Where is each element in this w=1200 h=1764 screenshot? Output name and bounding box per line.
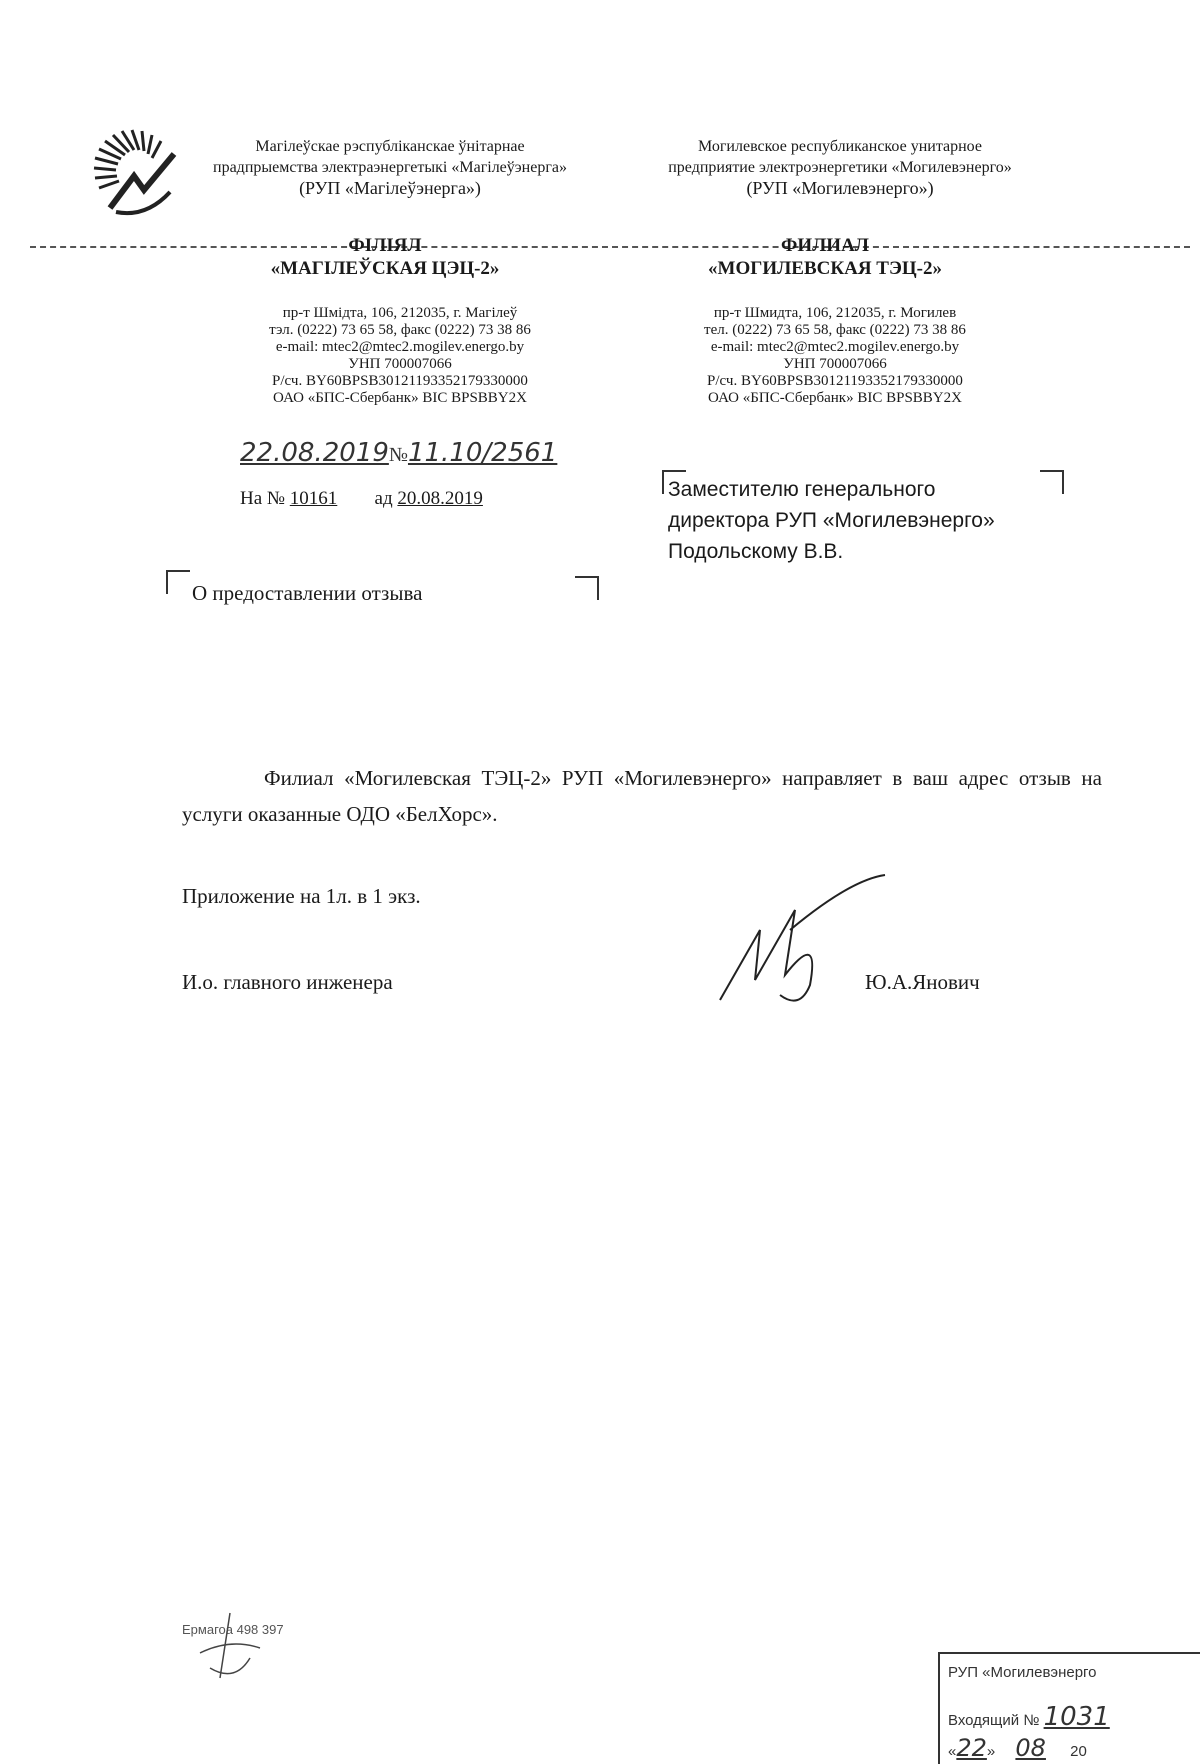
stamp-date-row: «22» 08 20: [948, 1734, 1087, 1762]
address-line: ОАО «БПС-Сбербанк» BIC BPSBBY2X: [273, 390, 527, 406]
reference-line: [240, 488, 483, 510]
address-block-by: [220, 305, 580, 407]
branch-line2-by: «МАГІЛЕЎСКАЯ ЦЭЦ-2»: [270, 258, 500, 279]
stamp-date-day: 22: [956, 1734, 987, 1762]
org-name-russian: [630, 136, 1050, 199]
recipient-block: [668, 474, 995, 567]
address-line: УНП 700007066: [348, 356, 452, 372]
address-line: Р/сч. BY60BPSB30121193352179330000: [707, 373, 963, 389]
branch-name-by: [220, 234, 550, 280]
org-line3-by: (РУП «Магілеўэнерга»): [299, 178, 481, 198]
address-line: ОАО «БПС-Сбербанк» BIC BPSBBY2X: [708, 390, 962, 406]
address-line: тэл. (0222) 73 65 58, факс (0222) 73 38 86: [269, 322, 531, 338]
outgoing-date: 22.08.2019: [240, 438, 389, 468]
address-line: УНП 700007066: [783, 356, 887, 372]
address-block-ru: [655, 305, 1015, 407]
address-line: пр-т Шмідта, 106, 212035, г. Магілеў: [282, 305, 518, 321]
signatory-position: И.о. главного инженера: [182, 970, 393, 994]
recipient-bracket-right: [1040, 470, 1064, 494]
recipient-line1: Заместителю генерального: [668, 478, 936, 501]
org-line1-by: Магілеўскае рэспубліканскае ўнітарнае: [255, 138, 525, 155]
stamp-org: РУП «Могилевэнерго: [948, 1664, 1097, 1681]
stamp-number-row: [948, 1702, 1110, 1732]
attachment-note: Приложение на 1л. в 1 экз.: [182, 884, 421, 908]
branch-line1-ru: ФИЛИАЛ: [781, 235, 869, 256]
stamp-incoming-label: Входящий №: [948, 1712, 1040, 1729]
executor-initials-icon: [190, 1608, 280, 1688]
subject-bracket-right: [575, 576, 599, 600]
ref-date: 20.08.2019: [397, 488, 483, 509]
address-line: тел. (0222) 73 65 58, факс (0222) 73 38 86: [704, 322, 966, 338]
incoming-stamp: [938, 1652, 1200, 1764]
org-name-belarusian: [180, 136, 600, 199]
org-line2-by: прадпрыемства электраэнергетыкі «Магілеўэнерга»: [213, 159, 567, 176]
header-divider: [30, 246, 1190, 248]
subject-bracket-left: [166, 570, 190, 594]
address-line: e-mail: mtec2@mtec2.mogilev.energo.by: [710, 339, 960, 355]
ref-from-label: ад: [374, 488, 393, 509]
outgoing-reg-line: [240, 438, 557, 468]
stamp-incoming-number: 1031: [1043, 1702, 1110, 1732]
body-paragraph: Филиал «Могилевская ТЭЦ-2» РУП «Могилевэнерго» направляет в ваш адрес отзыв на услуги оказанные ОДО «БелХорс».: [182, 766, 1102, 826]
address-line: Р/сч. BY60BPSB30121193352179330000: [272, 373, 528, 389]
ref-label: На №: [240, 488, 286, 509]
address-line: e-mail: mtec2@mtec2.mogilev.energo.by: [275, 339, 525, 355]
outgoing-number: 11.10/2561: [407, 438, 558, 468]
subject: О предоставлении отзыва: [192, 581, 423, 605]
ref-number: 10161: [289, 488, 338, 509]
org-line2-ru: предприятие электроэнергетики «Могилевэнерго»: [668, 159, 1012, 176]
executor-note: Ермагоа 498 397: [182, 1622, 284, 1637]
signature-icon: [700, 870, 900, 1020]
org-line1-ru: Могилевское республиканское унитарное: [698, 138, 982, 155]
branch-name-ru: [660, 234, 990, 280]
org-line3-ru: (РУП «Могилевэнерго»): [746, 178, 934, 198]
branch-line1-by: ФІЛІЯЛ: [348, 235, 422, 256]
signatory-name: Ю.А.Янович: [865, 970, 980, 994]
recipient-line3: Подольскому В.В.: [668, 540, 844, 563]
stamp-date-year: 20: [1070, 1743, 1087, 1760]
recipient-line2: директора РУП «Могилевэнерго»: [668, 509, 995, 532]
address-line: пр-т Шмидта, 106, 212035, г. Могилев: [713, 305, 957, 321]
outgoing-number-label: №: [388, 444, 408, 466]
branch-line2-ru: «МОГИЛЕВСКАЯ ТЭЦ-2»: [708, 258, 942, 279]
company-logo: [86, 128, 182, 218]
stamp-date-month: 08: [1015, 1734, 1046, 1762]
